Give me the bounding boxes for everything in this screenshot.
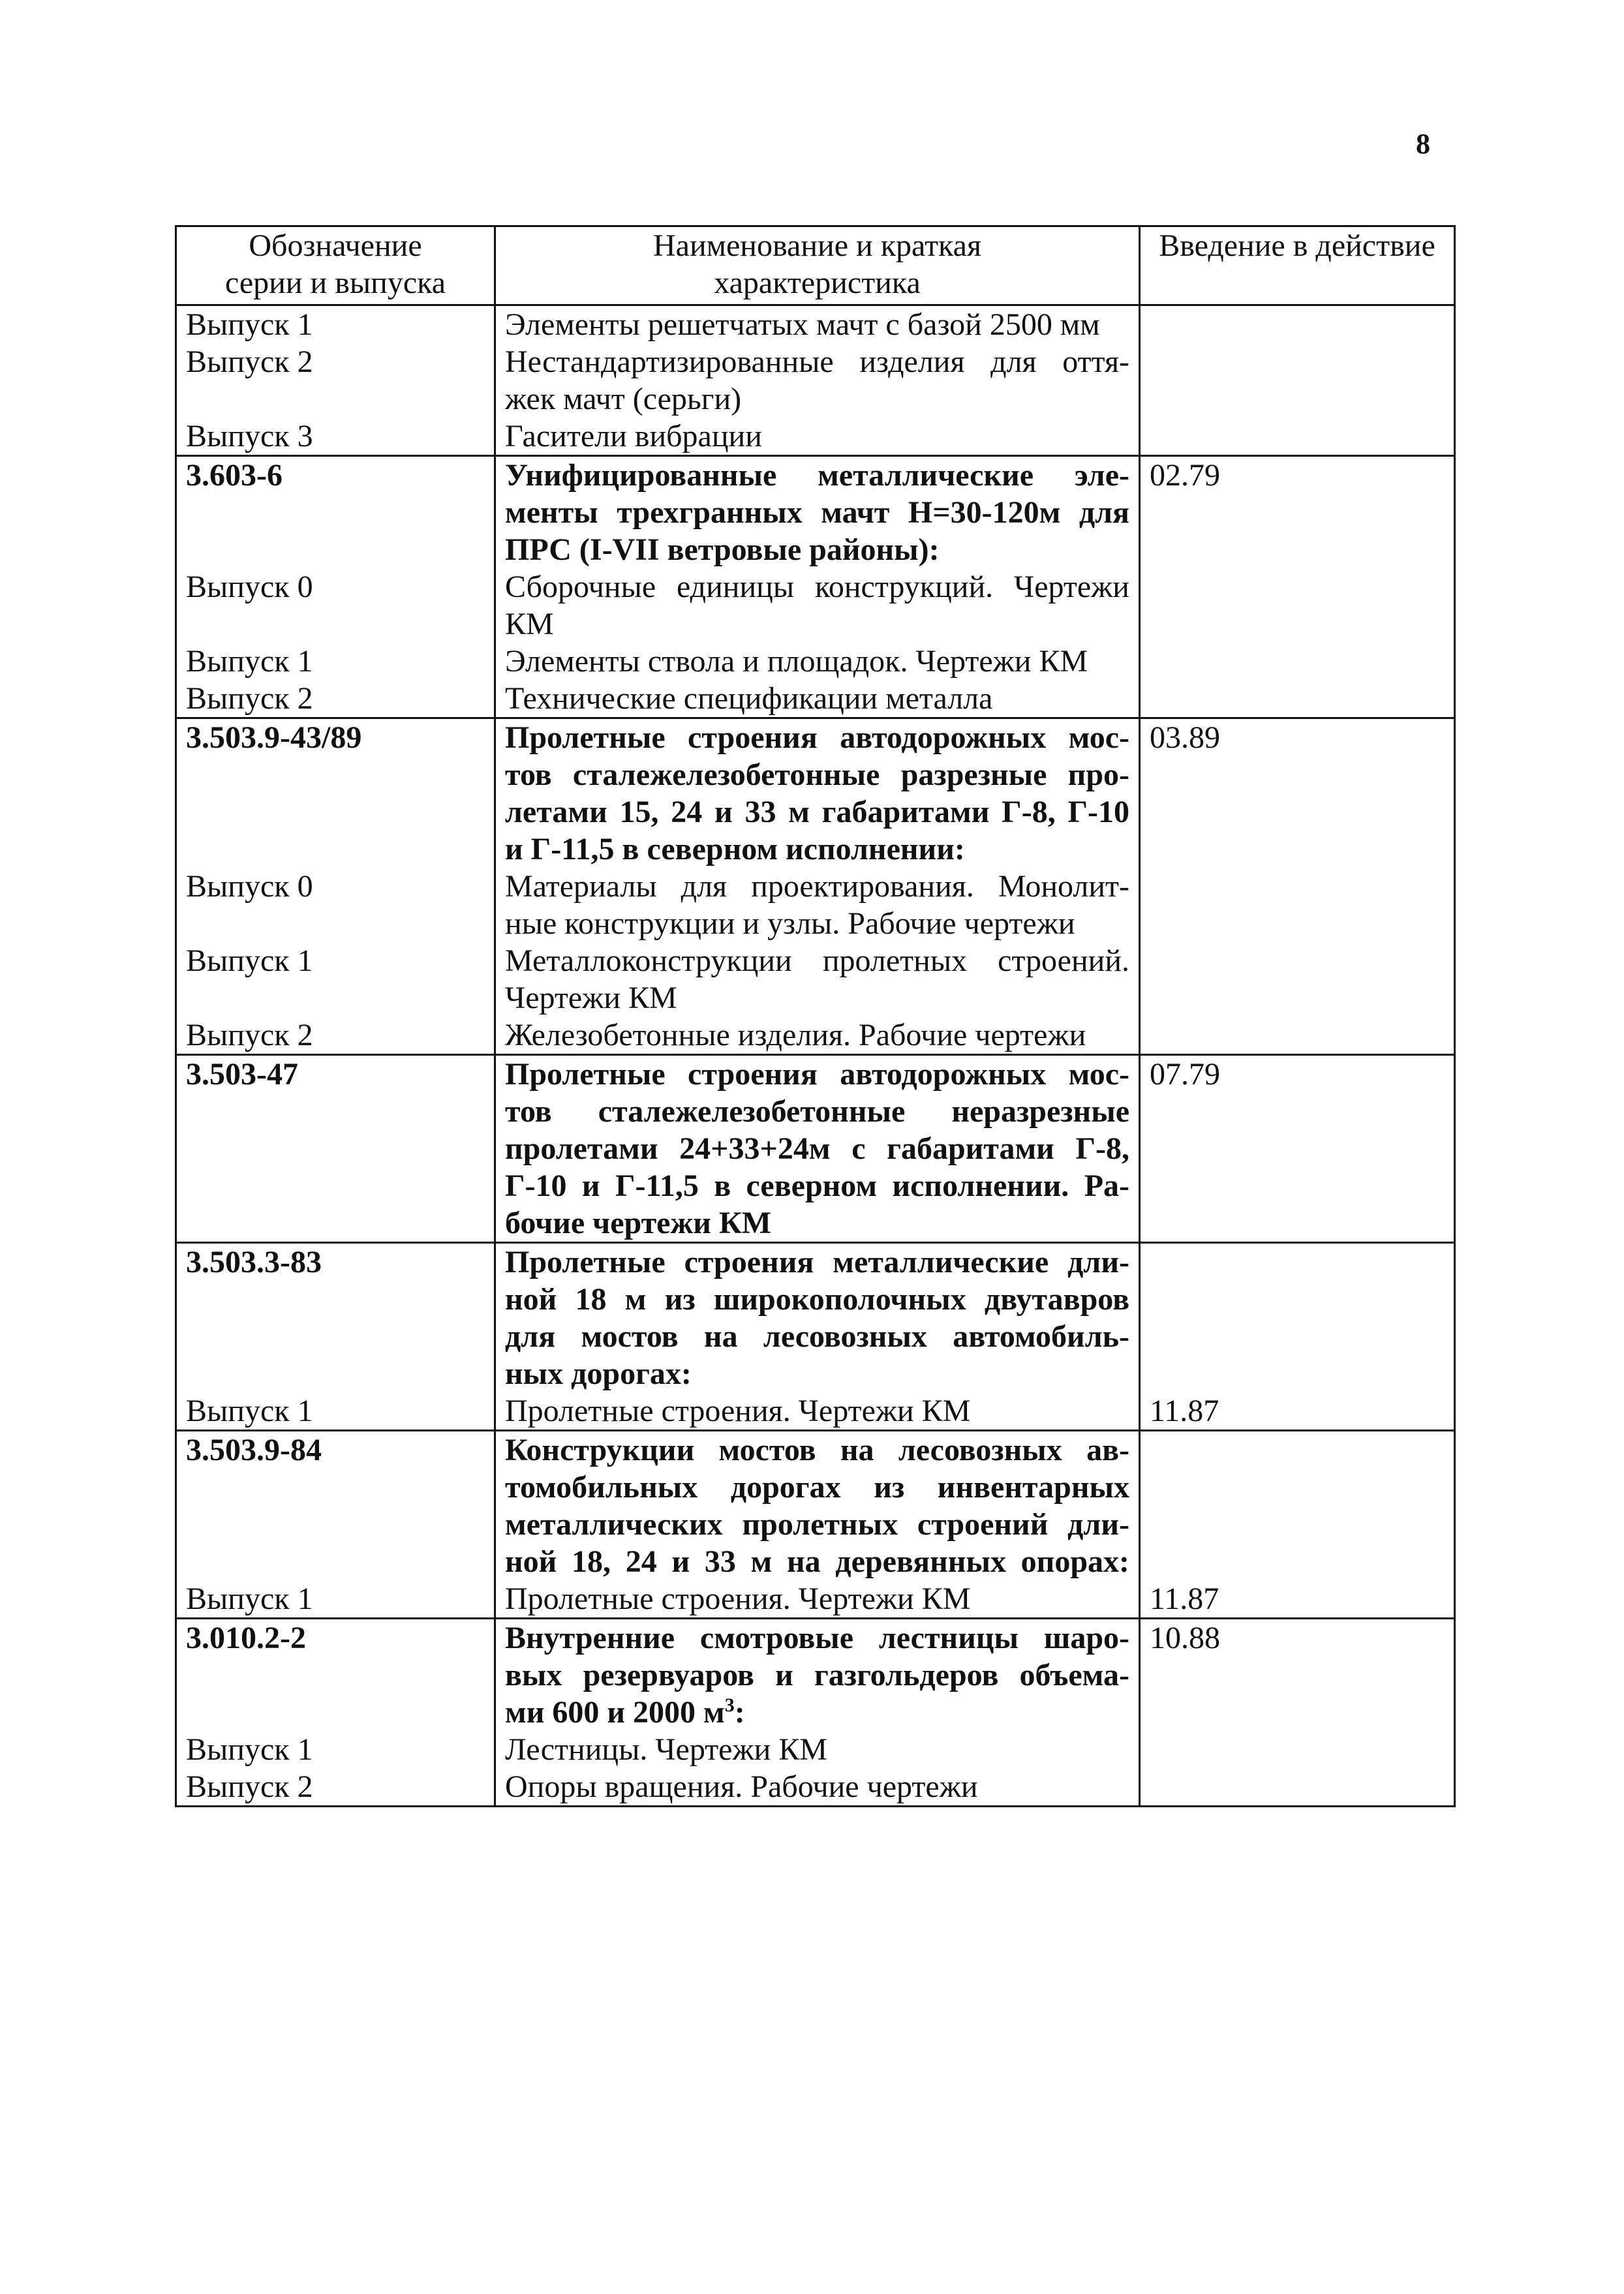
- date-cell: [1140, 1431, 1455, 1619]
- series-line: [1150, 1244, 1445, 1281]
- series-line: [186, 979, 485, 1017]
- series-line: [186, 605, 485, 643]
- series-line: [1150, 1469, 1445, 1506]
- series-line: Выпуск 2: [186, 1769, 313, 1804]
- header-name-description: [495, 226, 1140, 305]
- description-line: томобильных дорогах из инвентарных: [505, 1470, 1129, 1505]
- date-cell: [1140, 718, 1455, 1055]
- series-line: [186, 1355, 485, 1392]
- description-line: Гасители вибрации: [505, 419, 762, 453]
- description-cell: [495, 1431, 1140, 1619]
- series-code: 3.603-6: [186, 458, 283, 493]
- date-cell: [1140, 1055, 1455, 1243]
- series-code: 3.503.9-43/89: [186, 720, 362, 755]
- description-line: летами 15, 24 и 33 м габаритами Г-8, Г-10: [505, 795, 1129, 829]
- description-line: пролетами 24+33+24м с габаритами Г-8,: [505, 1131, 1129, 1166]
- header-text: Обозначение: [249, 228, 422, 263]
- series-line: [186, 1506, 485, 1543]
- series-line: [186, 831, 485, 868]
- series-line: [1150, 1543, 1445, 1580]
- description-line: Опоры вращения. Рабочие чертежи: [505, 1769, 978, 1804]
- series-line: [1150, 1318, 1445, 1355]
- series-code: 3.010.2-2: [186, 1621, 306, 1655]
- description-line: тов сталежелезобетонные разрезные про-: [505, 757, 1129, 792]
- date-cell: [1140, 456, 1455, 718]
- series-line: [186, 1318, 485, 1355]
- description-line: ные конструкции и узлы. Рабочие чертежи: [505, 906, 1075, 941]
- table-row: [176, 718, 1455, 1055]
- description-line: ных дорогах:: [505, 1356, 692, 1391]
- series-line: Выпуск 1: [186, 1582, 313, 1616]
- description-line: Пролетные строения металлические дли-: [505, 1245, 1129, 1279]
- description-line: Пролетные строения автодорожных мос-: [505, 720, 1129, 755]
- effective-date: 11.87: [1150, 1582, 1219, 1616]
- series-line: [186, 1694, 485, 1731]
- description-text: :: [734, 1695, 745, 1730]
- description-line: Г-10 и Г-11,5 в северном исполнении. Ра-: [505, 1169, 1129, 1203]
- series-cell: [176, 718, 495, 1055]
- series-line: [1150, 1355, 1445, 1392]
- description-line: ной 18 м из широкополочных двутавров: [505, 1282, 1129, 1317]
- header-effective-date: [1140, 226, 1455, 305]
- table-row: [176, 305, 1455, 456]
- description-line: Нестандартизированные изделия для оття-: [505, 344, 1129, 379]
- series-line: [186, 756, 485, 793]
- description-line: Металлоконструкции пролетных строений.: [505, 943, 1129, 978]
- header-text: характеристика: [714, 266, 921, 300]
- description-line: жек мачт (серьги): [505, 382, 742, 416]
- series-code: 3.503.3-83: [186, 1245, 322, 1279]
- series-line: [1150, 1506, 1445, 1543]
- description-line: металлических пролетных строений дли-: [505, 1507, 1129, 1542]
- description-line: Материалы для проектирования. Монолит-: [505, 869, 1129, 904]
- description-cell: [495, 1243, 1140, 1431]
- description-line: и Г-11,5 в северном исполнении:: [505, 832, 965, 866]
- series-line: [186, 1543, 485, 1580]
- table-header-row: [176, 226, 1455, 305]
- description-line: Пролетные строения. Чертежи КМ: [505, 1582, 971, 1616]
- series-line: Выпуск 1: [186, 307, 313, 342]
- effective-date: 07.79: [1150, 1057, 1220, 1092]
- date-cell: [1140, 1243, 1455, 1431]
- description-text: ми 600 и 2000 м: [505, 1695, 725, 1730]
- series-line: [1150, 1431, 1445, 1469]
- series-line: [186, 905, 485, 942]
- series-line: [186, 1657, 485, 1694]
- description-line: КМ: [505, 607, 554, 641]
- table-row: [176, 456, 1455, 718]
- series-line: [186, 1281, 485, 1318]
- description-cell: [495, 718, 1140, 1055]
- date-cell: [1140, 1619, 1455, 1807]
- series-line: [186, 531, 485, 568]
- description-line: Внутренние смотровые лестницы шаро-: [505, 1621, 1129, 1655]
- series-line: [186, 793, 485, 831]
- description-line: ной 18, 24 и 33 м на деревянных опорах:: [505, 1544, 1129, 1579]
- series-line: [186, 380, 485, 418]
- description-cell: [495, 305, 1140, 456]
- description-line: Унифицированные металлические эле-: [505, 458, 1129, 493]
- header-text: Наименование и краткая: [652, 228, 982, 263]
- description-cell: [495, 1619, 1140, 1807]
- header-text: серии и выпуска: [224, 266, 446, 300]
- series-cell: [176, 1243, 495, 1431]
- date-cell: [1140, 305, 1455, 456]
- series-line: Выпуск 0: [186, 869, 313, 904]
- series-line: [186, 494, 485, 531]
- description-line: Элементы решетчатых мачт с базой 2500 мм: [505, 307, 1100, 342]
- description-line: менты трехгранных мачт Н=30-120м для: [505, 495, 1129, 530]
- header-text: Введение в действие: [1159, 228, 1435, 263]
- description-line: для мостов на лесовозных автомобиль-: [505, 1319, 1129, 1354]
- series-line: Выпуск 2: [186, 1018, 313, 1052]
- effective-date: 03.89: [1150, 720, 1220, 755]
- description-line: Железобетонные изделия. Рабочие чертежи: [505, 1018, 1086, 1052]
- series-line: Выпуск 1: [186, 1732, 313, 1767]
- description-line: Элементы ствола и площадок. Чертежи КМ: [505, 644, 1088, 679]
- series-line: Выпуск 2: [186, 681, 313, 716]
- series-line: Выпуск 1: [186, 644, 313, 679]
- series-code: 3.503-47: [186, 1057, 298, 1092]
- description-line: Сборочные единицы конструкций. Чертежи: [505, 570, 1129, 604]
- series-line: [1150, 1281, 1445, 1318]
- table-row: [176, 1243, 1455, 1431]
- header-series-designation: [176, 226, 495, 305]
- superscript: 3: [724, 1694, 735, 1716]
- series-line: Выпуск 1: [186, 1394, 313, 1428]
- description-line: [505, 1694, 1129, 1731]
- effective-date: 02.79: [1150, 458, 1220, 493]
- series-cell: [176, 305, 495, 456]
- description-line: Конструкции мостов на лесовозных ав-: [505, 1433, 1129, 1467]
- effective-date: [1150, 306, 1445, 343]
- description-line: Чертежи КМ: [505, 981, 677, 1015]
- description-cell: [495, 456, 1140, 718]
- description-line: Технические спецификации металла: [505, 681, 993, 716]
- description-line: Лестницы. Чертежи КМ: [505, 1732, 828, 1767]
- series-line: Выпуск 3: [186, 419, 313, 453]
- series-code: 3.503.9-84: [186, 1433, 322, 1467]
- series-line: Выпуск 2: [186, 344, 313, 379]
- description-line: Пролетные строения. Чертежи КМ: [505, 1394, 971, 1428]
- page-number: 8: [1416, 128, 1430, 160]
- description-line: тов сталежелезобетонные неразрезные: [505, 1094, 1129, 1129]
- series-cell: [176, 1055, 495, 1243]
- series-cell: [176, 1431, 495, 1619]
- effective-date: 11.87: [1150, 1394, 1219, 1428]
- series-line: [186, 1469, 485, 1506]
- description-cell: [495, 1055, 1140, 1243]
- series-cell: [176, 456, 495, 718]
- series-line: Выпуск 0: [186, 570, 313, 604]
- series-catalog-table: [175, 225, 1456, 1807]
- table-row: [176, 1431, 1455, 1619]
- table-row: [176, 1055, 1455, 1243]
- series-cell: [176, 1619, 495, 1807]
- description-line: Пролетные строения автодорожных мос-: [505, 1057, 1129, 1092]
- series-line: Выпуск 1: [186, 943, 313, 978]
- description-line: вых резервуаров и газгольдеров объема-: [505, 1658, 1129, 1692]
- effective-date: 10.88: [1150, 1621, 1220, 1655]
- table-row: [176, 1619, 1455, 1807]
- description-line: ПРС (I-VII ветровые районы):: [505, 532, 940, 567]
- description-line: бочие чертежи КМ: [505, 1206, 772, 1240]
